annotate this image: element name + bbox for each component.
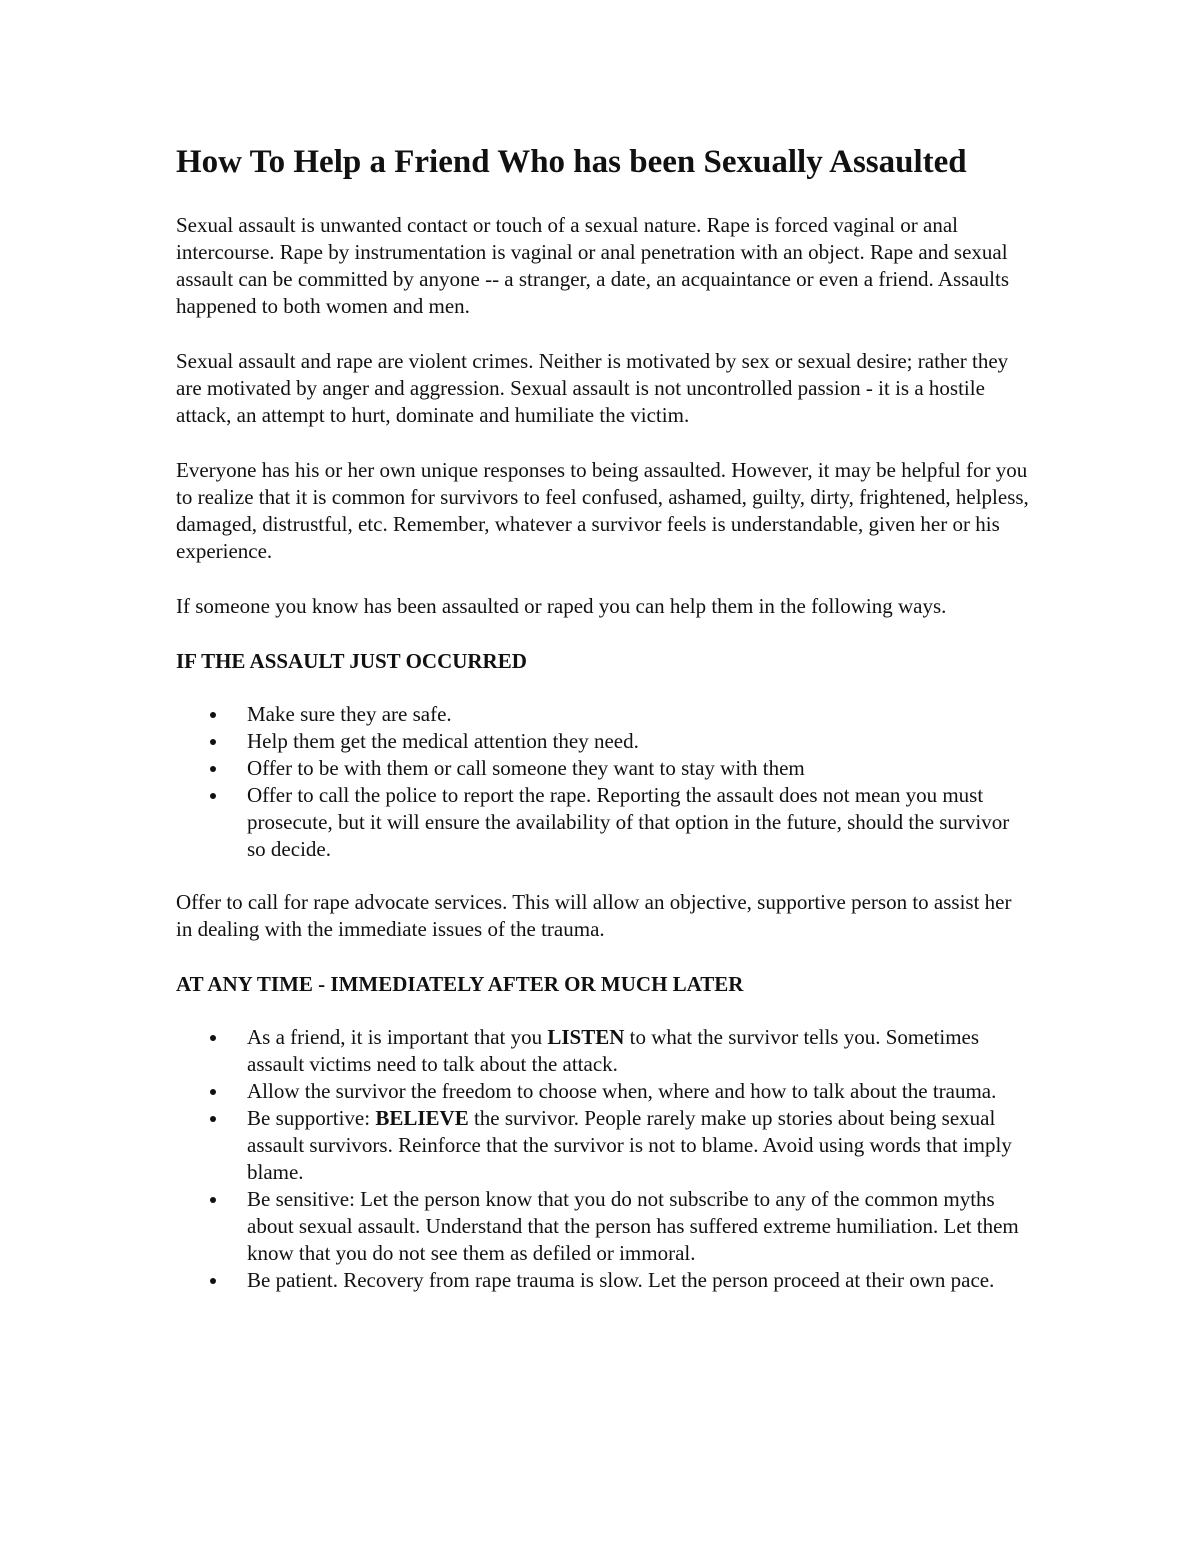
list-item-post: to what the survivor tells you. Sometimes assault victims need to talk about the attack. (247, 1025, 980, 1076)
list-item-pre: Be sensitive: Let the person know that you do not subscribe to any of the common myths about sexual assault. Understand that the person has suffered extreme humiliation. Let them know that you do not see them as defiled or immoral. (247, 1187, 1019, 1265)
bullet-icon (210, 739, 216, 745)
intro-paragraph-definitions: Sexual assault is unwanted contact or touch of a sexual nature. Rape is forced vaginal or anal intercourse. Rape by instrumentation is vaginal or anal penetration with an object. Rape and sexual assault can be committed by anyone -- a stranger, a date, an acquaintance or even a friend. Assaults happened to both women and men. (176, 213, 1009, 318)
intro-paragraph-violent-crimes: Sexual assault and rape are violent crimes. Neither is motivated by sex or sexual desire; rather they are motivated by anger and aggression. Sexual assault is not uncontrolled passion - it is a hostile attack, an attempt to hurt, dominate and humiliate the victim. (176, 349, 1009, 427)
bullet-icon (210, 1035, 216, 1041)
bullet-icon (210, 1116, 216, 1122)
bullet-icon (210, 766, 216, 772)
intro-paragraph-how-to-help: If someone you know has been assaulted or raped you can help them in the following ways. (176, 594, 947, 618)
document-title: How To Help a Friend Who has been Sexually Assaulted (176, 144, 967, 180)
list-item-text: Help them get the medical attention they need. (247, 729, 639, 753)
list-item (176, 1078, 1032, 1105)
list-item-text: Offer to call the police to report the rape. Reporting the assault does not mean you must prosecute, but it will ensure the availability of that option in the future, should the survivor so decide. (247, 783, 1010, 861)
bullet-icon (210, 1197, 216, 1203)
document-page (176, 138, 1032, 1320)
advocate-services-paragraph: Offer to call for rape advocate services. This will allow an objective, supportive person to assist her in dealing with the immediate issues of the trauma. (176, 890, 1012, 941)
any-time-list (176, 1024, 1032, 1294)
section-heading-any-time: AT ANY TIME - IMMEDIATELY AFTER OR MUCH LATER (176, 972, 744, 996)
bullet-icon (210, 1089, 216, 1095)
list-item-emphasis: LISTEN (547, 1025, 625, 1049)
list-item (176, 1267, 1032, 1294)
just-occurred-list (176, 701, 1032, 863)
list-item (176, 1024, 1032, 1078)
list-item-emphasis: BELIEVE (375, 1106, 469, 1130)
list-item (176, 755, 1032, 782)
list-item (176, 1186, 1032, 1267)
bullet-icon (210, 793, 216, 799)
list-item-pre: As a friend, it is important that you (247, 1025, 548, 1049)
list-item (176, 1105, 1032, 1186)
list-item-pre: Be patient. Recovery from rape trauma is slow. Let the person proceed at their own pace. (247, 1268, 995, 1292)
list-item (176, 701, 1032, 728)
bullet-icon (210, 712, 216, 718)
section-heading-just-occurred: IF THE ASSAULT JUST OCCURRED (176, 649, 527, 673)
list-item (176, 782, 1032, 863)
list-item-pre: Allow the survivor the freedom to choose when, where and how to talk about the trauma. (247, 1079, 997, 1103)
list-item-text: Offer to be with them or call someone they want to stay with them (247, 756, 805, 780)
list-item-text: Make sure they are safe. (247, 702, 452, 726)
list-item-post: the survivor. People rarely make up stories about being sexual assault survivors. Reinforce that the survivor is not to blame. Avoid using words that imply blame. (247, 1106, 1012, 1184)
list-item (176, 728, 1032, 755)
intro-paragraph-responses: Everyone has his or her own unique responses to being assaulted. However, it may be helpful for you to realize that it is common for survivors to feel confused, ashamed, guilty, dirty, frightened, helpless, damaged, distrustful, etc. Remember, whatever a survivor feels is understandable, given her or his experience. (176, 458, 1029, 563)
bullet-icon (210, 1278, 216, 1284)
list-item-pre: Be supportive: (247, 1106, 376, 1130)
